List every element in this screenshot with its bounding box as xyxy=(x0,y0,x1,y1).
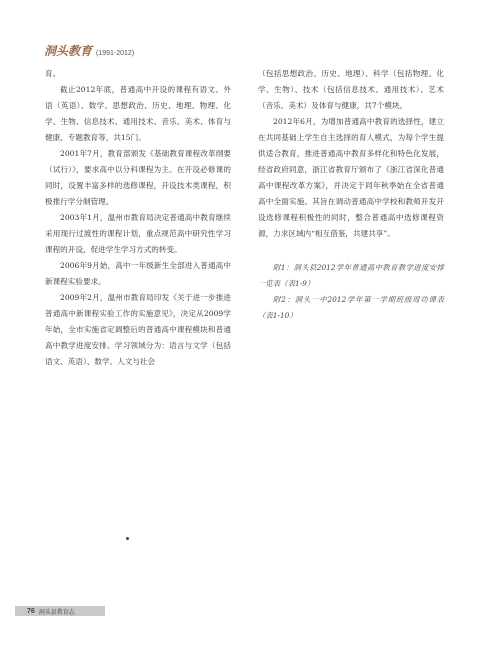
appendix-item: 附2：洞头一中2012学年第一学期班级周功课表（表1-10） xyxy=(258,295,444,320)
publication-name: 洞头县教育志 xyxy=(38,609,75,616)
paragraph: 2012年6月，为增加普通高中教育的选择性，建立在共同基础上学生自主选择的育人模式，为每个学生提供适合教育，推进普通高中教育多样化和特色化发展，经省政府同意，浙江省教育厅颁布了《浙江省深化普通高中课程改革方案》，并决定于同年秋季始在全省普通高中全面实施。其旨在调动普通高中学校和教师开发开设选修课程积极性的同时，整合普通高中选修课程资源，力求区域内“相互借鉴，共建共享”。 xyxy=(258,117,444,238)
paragraph: 2006年9月始，高中一年级新生全部进入普通高中新课程实验要求。 xyxy=(45,261,231,286)
paragraph: 2009年2月，温州市教育局印发《关于进一步推进普通高中新课程实验工作的实施意见》，决定从2009学年始，全市实施省定调整后的普通高中课程模块和普通高中教学进度安排。学习领域分为：语言与文学（包括语文、英语）、数学、人文与社会 xyxy=(45,293,231,366)
running-header xyxy=(44,42,134,59)
paragraph: 2003年1月，温州市教育局决定普通高中教育继续采用现行过渡性的课程计划，重点规范高中研究性学习课程的开设，促进学生学习方式的转变。 xyxy=(45,213,231,254)
right-column xyxy=(258,66,444,324)
paragraph: （包括思想政治、历史、地理）、科学（包括物理、化学、生物）、技术（包括信息技术、通用技术）、艺术（音乐、美术）及体育与健康，共7个模块。 xyxy=(258,69,444,110)
paragraph: 育。 xyxy=(45,69,61,78)
page-number: 76 xyxy=(27,607,35,615)
appendix-list xyxy=(258,260,444,324)
stray-dot xyxy=(126,537,129,540)
right-paragraphs xyxy=(258,66,444,242)
paragraph: 2001年7月，教育部颁发《基础教育课程改革纲要（试行）》，要求高中以分科课程为主。在开设必修课的同时，设置丰富多样的选修课程，开设技术类课程，积极推行学分制管理。 xyxy=(45,149,231,206)
header-years: (1991-2012) xyxy=(96,50,135,57)
footer-bar xyxy=(15,606,105,616)
paragraph: 截止2012年底，普通高中开设的课程有语文、外语（英语）、数学、思想政治、历史、地理、物理、化学、生物、信息技术、通用技术、音乐、美术、体育与健康、专题教育等，共15门。 xyxy=(45,85,231,142)
left-column xyxy=(45,66,231,370)
appendix-item: 附1：洞头县2012学年普通高中教育教学进度安排一览表（表1-9） xyxy=(258,263,444,288)
header-logo: 洞头教育 xyxy=(44,44,93,58)
